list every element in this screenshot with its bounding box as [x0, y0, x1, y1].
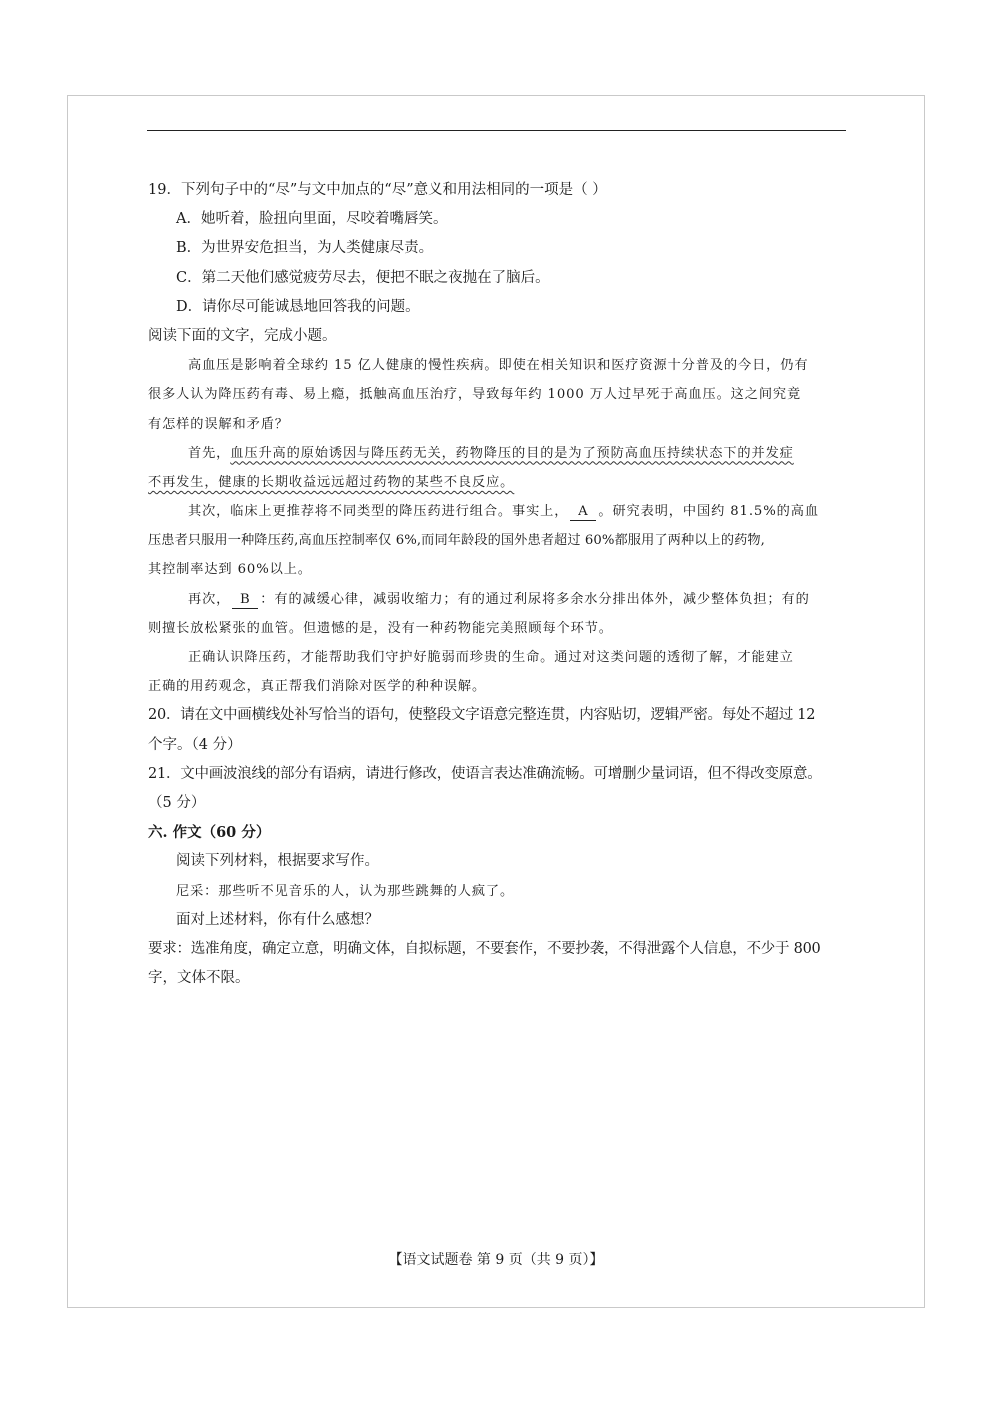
question-20-line1: 20．请在文中画横线处补写恰当的语句，使整段文字语意完整连贯，内容贴切，逻辑严密。每处不超过 12	[148, 707, 816, 724]
blank-a: A	[570, 503, 596, 521]
essay-heading: 六. 作文（60 分）	[148, 824, 271, 842]
passage-p3-line1	[148, 497, 846, 526]
passage-p1-line2: 很多人认为降压药有毒、易上瘾，抵触高血压治疗，导致每年约 1000 万人过早死于高血压。这之间究竟	[148, 387, 802, 403]
essay-instruction: 阅读下列材料，根据要求写作。	[176, 853, 379, 870]
essay-prompt: 面对上述材料，你有什么感想？	[176, 911, 379, 928]
reading-intro: 阅读下面的文字，完成小题。	[148, 327, 337, 344]
wavy-underlined-sentence-2: 不再发生，健康的长期收益远远超过药物的某些不良反应。	[148, 474, 515, 490]
question-19-stem: 19．下列句子中的“尽”与文中加点的“尽”意义和用法相同的一项是（ ）	[148, 182, 607, 198]
option-c: C．第二天他们感觉疲劳尽去，便把不眠之夜抛在了脑后。	[176, 269, 550, 286]
option-d: D．请你尽可能诚恳地回答我的问题。	[176, 298, 420, 315]
option-a: A．她听着，脸扭向里面，尽咬着嘴唇笑。	[176, 211, 448, 228]
passage-p4-suffix: ：有的减缓心律，减弱收缩力；有的通过利尿将多余水分排出体外，减少整体负担；有的	[260, 591, 810, 607]
passage-p2-prefix: 首先，	[188, 445, 231, 461]
passage-p3-prefix: 其次，临床上更推荐将不同类型的降压药进行组合。事实上，	[188, 504, 569, 520]
passage-p5-line2: 正确的用药观念，真正帮我们消除对医学的种种误解。	[148, 679, 487, 695]
passage-p3-line3: 其控制率达到 60%以上。	[148, 562, 312, 578]
passage-p4-prefix: 再次，	[188, 591, 231, 607]
essay-quote: 尼采：那些听不见音乐的人，认为那些跳舞的人疯了。	[176, 883, 515, 899]
wavy-underlined-sentence-1: 血压升高的原始诱因与降压药无关，药物降压的目的是为了预防高血压持续状态下的并发症	[230, 445, 794, 461]
passage-p1-line1: 高血压是影响着全球约 15 亿人健康的慢性疾病。即使在相关知识和医疗资源十分普及的今日，仍有	[188, 358, 809, 374]
passage-p2-line2	[148, 468, 846, 497]
passage-p1-line3: 有怎样的误解和矛盾？	[148, 416, 289, 432]
passage-p2-line1	[148, 439, 846, 468]
passage-p3-line2: 压患者只服用一种降压药,高血压控制率仅 6%,而同年龄段的国外患者超过 60%都服用了两种以上的药物,	[148, 533, 765, 549]
essay-requirement-line2: 字，文体不限。	[148, 970, 250, 987]
exam-content	[148, 176, 846, 993]
option-b: B．为世界安危担当，为人类健康尽责。	[176, 240, 434, 257]
page-footer: 【语文试题卷 第 9 页（共 9 页）】	[388, 1252, 604, 1268]
passage-p4-line2: 则擅长放松紧张的血管。但遗憾的是，没有一种药物能完美照顾每个环节。	[148, 620, 613, 636]
essay-requirement-line1: 要求：选准角度，确定立意，明确文体，自拟标题，不要套作，不要抄袭，不得泄露个人信息，不少于 800	[148, 940, 821, 957]
blank-b: B	[232, 591, 258, 609]
passage-p4-line1	[148, 585, 846, 614]
question-20-line2: 个字。（4 分）	[148, 736, 242, 753]
question-21-line1: 21．文中画波浪线的部分有语病，请进行修改，使语言表达准确流畅。可增删少量词语，但不得改变原意。	[148, 765, 822, 782]
passage-p5-line1: 正确认识降压药，才能帮助我们守护好脆弱而珍贵的生命。通过对这类问题的透彻了解，才能建立	[188, 650, 794, 665]
passage-p3-suffix: 。研究表明，中国约 81.5%的高血	[598, 504, 819, 520]
header-rule	[147, 130, 846, 131]
question-21-line2: （5 分）	[148, 794, 206, 811]
